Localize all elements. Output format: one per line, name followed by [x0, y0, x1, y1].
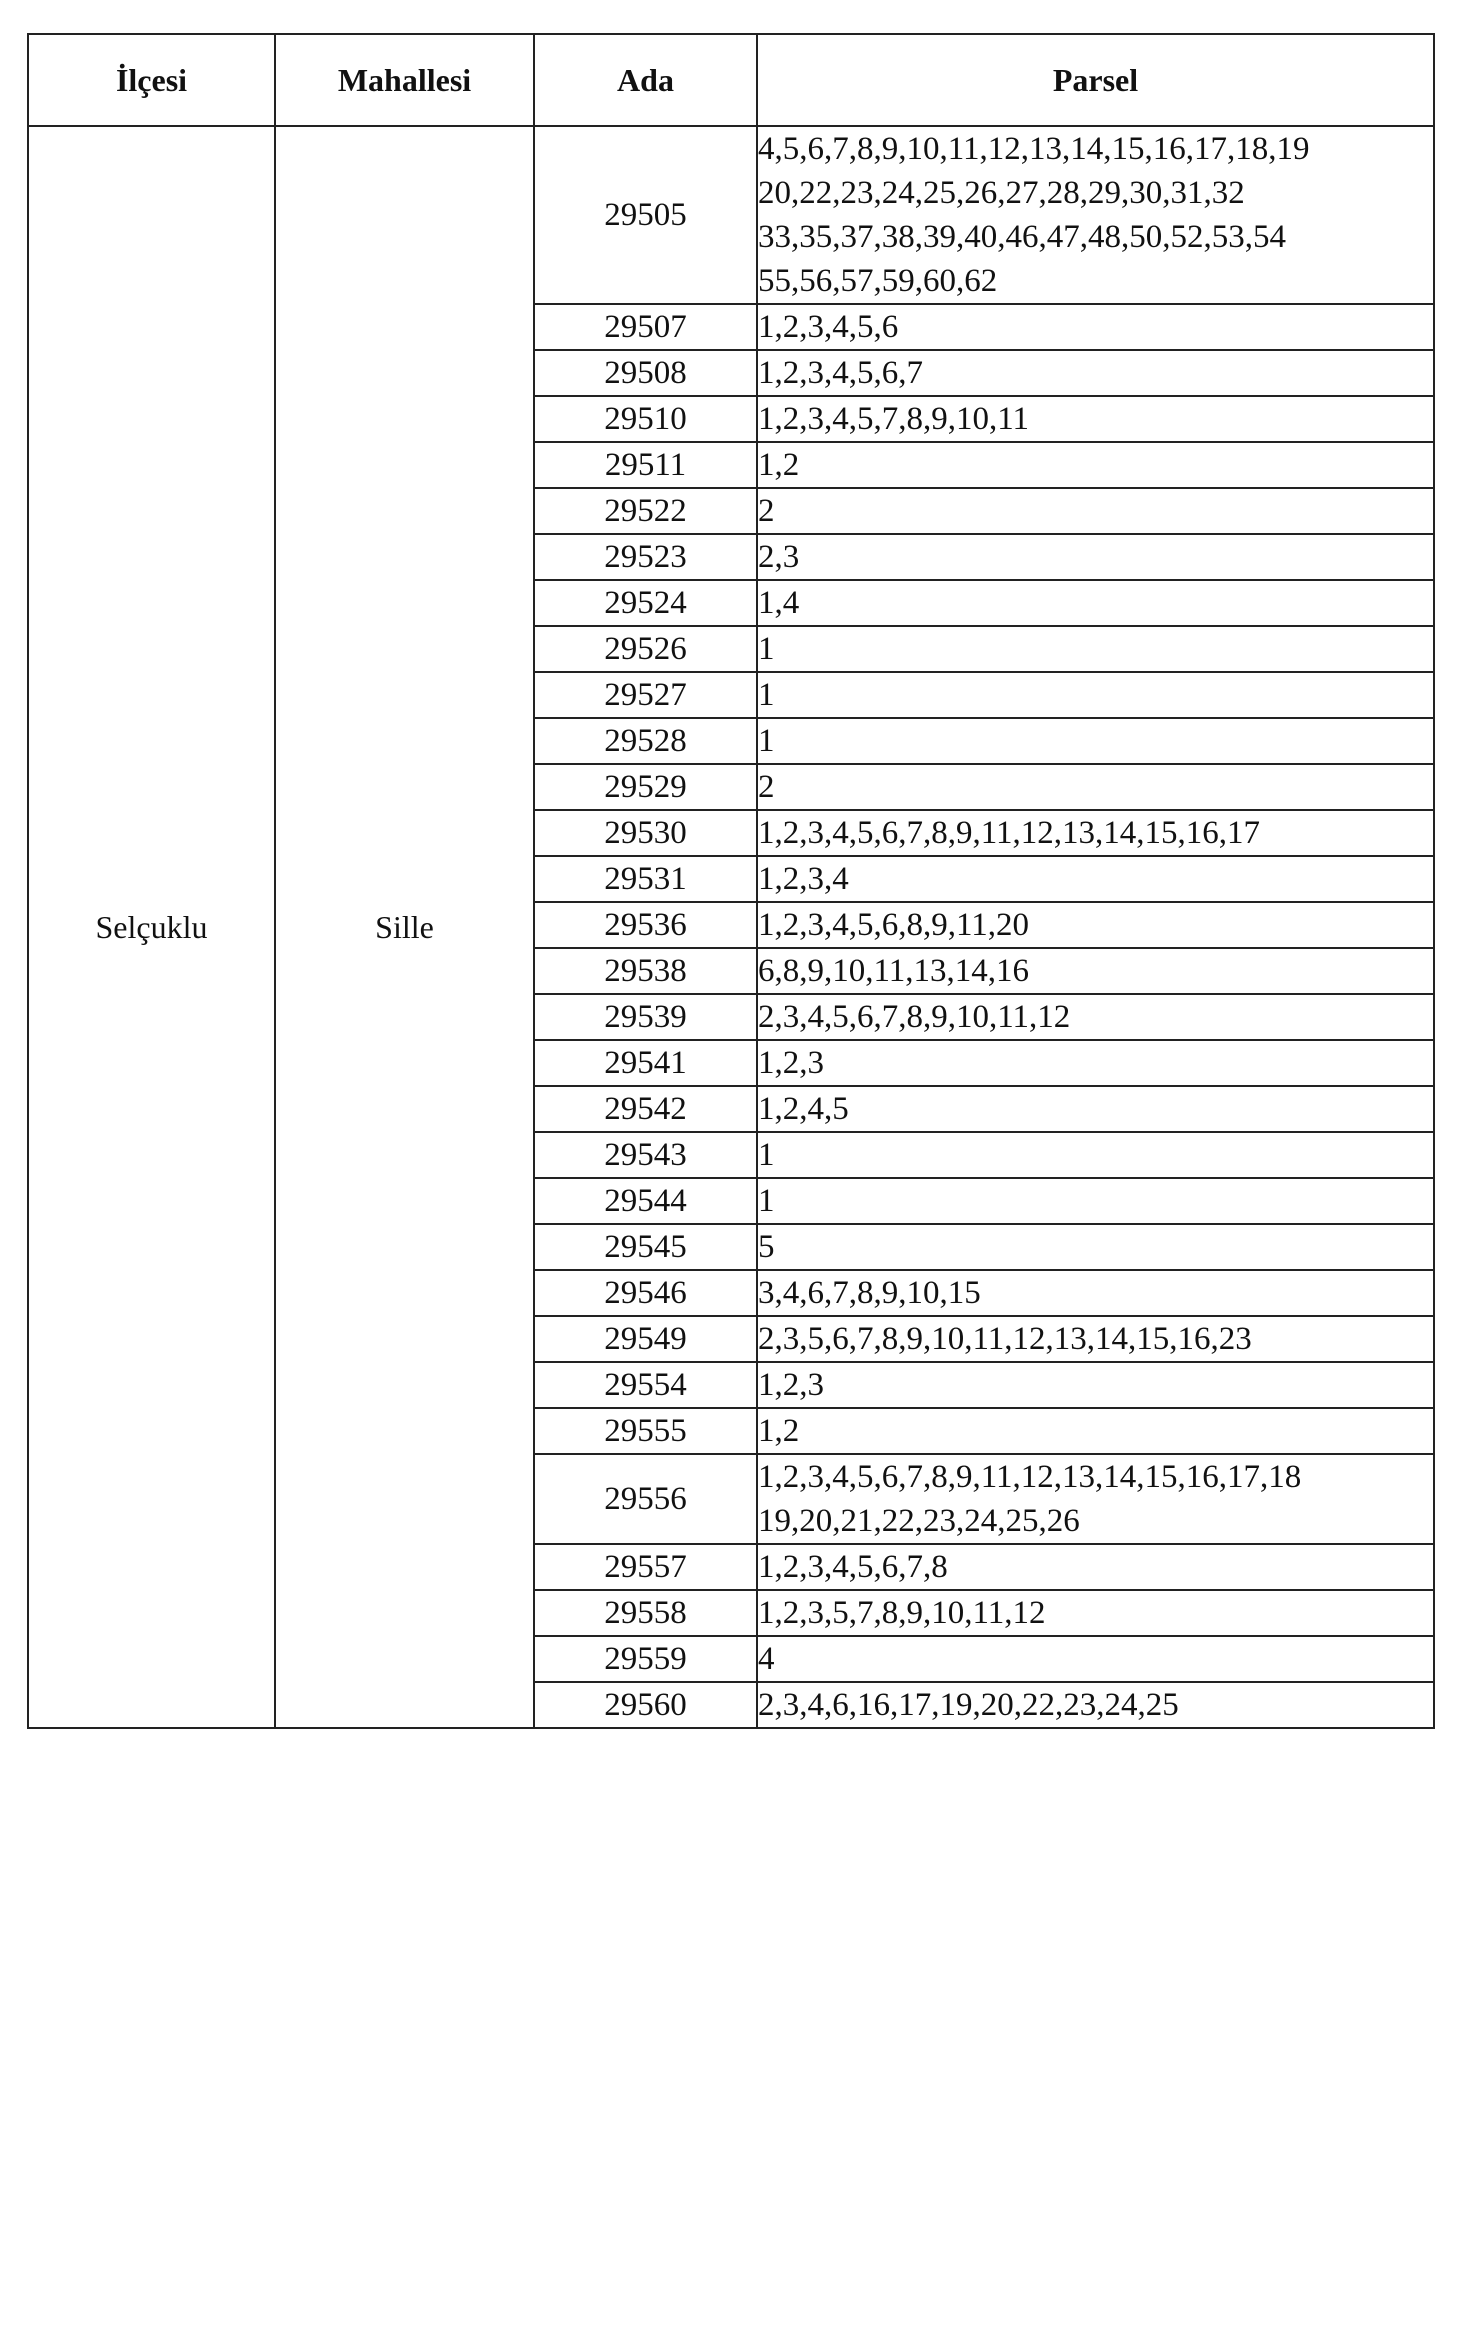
parsel-line: 33,35,37,38,39,40,46,47,48,50,52,53,54 — [758, 219, 1286, 255]
ada-cell: 29524 — [534, 580, 757, 626]
header-ilce: İlçesi — [28, 34, 275, 126]
ada-cell: 29559 — [534, 1636, 757, 1682]
parsel-line: 3,4,6,7,8,9,10,15 — [758, 1275, 981, 1311]
parsel-line: 1,2 — [758, 1413, 800, 1449]
ada-cell: 29539 — [534, 994, 757, 1040]
parsel-line: 1,2,4,5 — [758, 1091, 849, 1127]
ada-cell: 29546 — [534, 1270, 757, 1316]
parsel-line: 1,2,3,4,5,6,7,8,9,11,12,13,14,15,16,17,18 — [758, 1459, 1302, 1495]
parsel-line: 6,8,9,10,11,13,14,16 — [758, 953, 1030, 989]
ada-cell: 29543 — [534, 1132, 757, 1178]
ada-cell: 29530 — [534, 810, 757, 856]
parsel-line: 1,2,3 — [758, 1367, 824, 1403]
ada-cell: 29526 — [534, 626, 757, 672]
parsel-cell — [757, 442, 1434, 488]
parsel-line: 1,2,3,4,5,6 — [758, 309, 899, 345]
parsel-cell — [757, 350, 1434, 396]
parsel-line: 1,4 — [758, 585, 800, 621]
parsel-cell — [757, 1178, 1434, 1224]
parsel-cell — [757, 1636, 1434, 1682]
table-row — [28, 126, 1434, 304]
parsel-cell — [757, 1316, 1434, 1362]
table-body — [28, 126, 1434, 1728]
parsel-cell — [757, 810, 1434, 856]
parsel-line: 1 — [758, 1137, 775, 1173]
parsel-cell — [757, 396, 1434, 442]
parsel-cell — [757, 1544, 1434, 1590]
ada-cell: 29529 — [534, 764, 757, 810]
parsel-cell — [757, 1270, 1434, 1316]
ada-cell: 29554 — [534, 1362, 757, 1408]
parsel-line: 1,2,3,4,5,6,7,8,9,11,12,13,14,15,16,17 — [758, 815, 1261, 851]
ada-cell: 29556 — [534, 1454, 757, 1544]
parsel-line: 55,56,57,59,60,62 — [758, 263, 998, 299]
parsel-line: 1,2,3,4,5,6,7,8 — [758, 1549, 948, 1585]
parsel-cell — [757, 1590, 1434, 1636]
ada-cell: 29511 — [534, 442, 757, 488]
ada-cell: 29528 — [534, 718, 757, 764]
parsel-cell — [757, 1040, 1434, 1086]
mahalle-cell: Sille — [275, 126, 534, 1728]
parsel-line: 5 — [758, 1229, 775, 1265]
parsel-line: 2 — [758, 769, 775, 805]
parsel-line: 1,2,3,5,7,8,9,10,11,12 — [758, 1595, 1046, 1631]
parsel-line: 19,20,21,22,23,24,25,26 — [758, 1503, 1080, 1539]
parsel-line: 2,3,4,6,16,17,19,20,22,23,24,25 — [758, 1687, 1179, 1723]
ada-cell: 29510 — [534, 396, 757, 442]
table-header-row — [28, 34, 1434, 126]
parsel-line: 20,22,23,24,25,26,27,28,29,30,31,32 — [758, 175, 1245, 211]
header-mahalle: Mahallesi — [275, 34, 534, 126]
header-parsel: Parsel — [757, 34, 1434, 126]
parsel-line: 1,2,3,4,5,6,7 — [758, 355, 923, 391]
parsel-cell — [757, 626, 1434, 672]
ada-cell: 29538 — [534, 948, 757, 994]
ada-cell: 29542 — [534, 1086, 757, 1132]
parsel-line: 1,2 — [758, 447, 800, 483]
parsel-cell — [757, 902, 1434, 948]
ada-cell: 29531 — [534, 856, 757, 902]
parsel-cell — [757, 994, 1434, 1040]
parsel-cell — [757, 1454, 1434, 1544]
parsel-cell — [757, 1132, 1434, 1178]
ada-cell: 29508 — [534, 350, 757, 396]
parsel-cell — [757, 764, 1434, 810]
parsel-cell — [757, 126, 1434, 304]
parsel-line: 1 — [758, 631, 775, 667]
parsel-cell — [757, 1086, 1434, 1132]
parsel-cell — [757, 1362, 1434, 1408]
parsel-cell — [757, 488, 1434, 534]
parsel-line: 4,5,6,7,8,9,10,11,12,13,14,15,16,17,18,19 — [758, 131, 1310, 167]
parsel-cell — [757, 534, 1434, 580]
parsel-line: 2,3 — [758, 539, 800, 575]
parsel-cell — [757, 1224, 1434, 1270]
ada-cell: 29555 — [534, 1408, 757, 1454]
ada-cell: 29560 — [534, 1682, 757, 1728]
ada-cell: 29544 — [534, 1178, 757, 1224]
parsel-cell — [757, 1682, 1434, 1728]
parsel-cell — [757, 304, 1434, 350]
parsel-line: 1,2,3,4,5,6,8,9,11,20 — [758, 907, 1030, 943]
parsel-cell — [757, 948, 1434, 994]
ada-cell: 29523 — [534, 534, 757, 580]
parsel-line: 2 — [758, 493, 775, 529]
parsel-line: 2,3,4,5,6,7,8,9,10,11,12 — [758, 999, 1071, 1035]
ada-cell: 29522 — [534, 488, 757, 534]
parsel-line: 1 — [758, 1183, 775, 1219]
ada-cell: 29545 — [534, 1224, 757, 1270]
ada-cell: 29527 — [534, 672, 757, 718]
parsel-cell — [757, 856, 1434, 902]
parsel-line: 1 — [758, 677, 775, 713]
parsel-cell — [757, 718, 1434, 764]
ada-cell: 29541 — [534, 1040, 757, 1086]
parsel-line: 1,2,3 — [758, 1045, 824, 1081]
ada-cell: 29549 — [534, 1316, 757, 1362]
header-ada: Ada — [534, 34, 757, 126]
ada-cell: 29536 — [534, 902, 757, 948]
parsel-line: 2,3,5,6,7,8,9,10,11,12,13,14,15,16,23 — [758, 1321, 1252, 1357]
ilce-cell: Selçuklu — [28, 126, 275, 1728]
parsel-line: 1,2,3,4 — [758, 861, 849, 897]
ada-cell: 29558 — [534, 1590, 757, 1636]
parcel-table — [27, 33, 1435, 1729]
ada-cell: 29557 — [534, 1544, 757, 1590]
ada-cell: 29505 — [534, 126, 757, 304]
parsel-cell — [757, 672, 1434, 718]
parsel-line: 1 — [758, 723, 775, 759]
parsel-cell — [757, 580, 1434, 626]
parsel-cell — [757, 1408, 1434, 1454]
ada-cell: 29507 — [534, 304, 757, 350]
parsel-line: 1,2,3,4,5,7,8,9,10,11 — [758, 401, 1030, 437]
parsel-line: 4 — [758, 1641, 775, 1677]
